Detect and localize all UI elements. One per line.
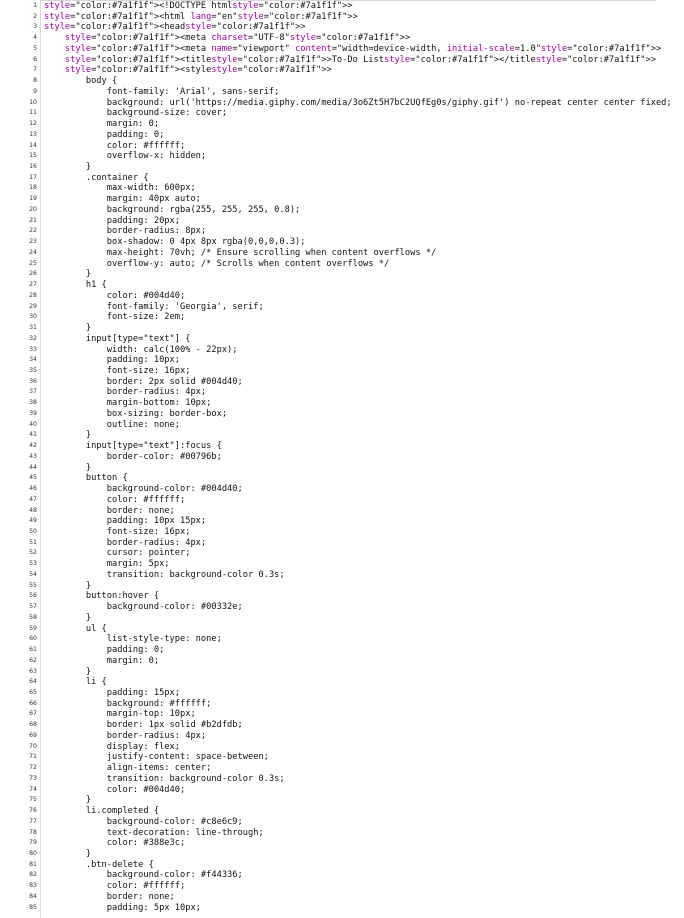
line-number: 27 (29, 281, 37, 289)
code-text: transition: background-color 0.3s; (44, 569, 285, 580)
code-line (0, 709, 684, 720)
line-number: 62 (29, 656, 37, 664)
code-line (0, 699, 684, 710)
code-line (0, 280, 684, 291)
line-number: 79 (29, 839, 37, 847)
line-number: 13 (29, 130, 37, 138)
line-number: 41 (29, 431, 37, 439)
line-number: 72 (29, 764, 37, 772)
code-line (0, 12, 684, 23)
code-line (0, 495, 684, 506)
line-number: 34 (29, 356, 37, 364)
line-number: 6 (33, 55, 37, 63)
line-number: 45 (29, 474, 37, 482)
code-line (0, 398, 684, 409)
code-line (0, 838, 684, 849)
line-number: 66 (29, 699, 37, 707)
code-line (0, 430, 684, 441)
line-number: 85 (29, 903, 37, 911)
code-line (0, 141, 684, 152)
line-number: 37 (29, 388, 37, 396)
line-number: 56 (29, 592, 37, 600)
code-text: background-color: #004d40; (44, 484, 243, 495)
line-number: 77 (29, 817, 37, 825)
line-number: 75 (29, 796, 37, 804)
code-line (0, 108, 684, 119)
code-text: align-items: center; (44, 763, 212, 774)
line-number: 28 (29, 291, 37, 299)
code-text: margin-top: 10px; (44, 709, 196, 720)
code-text: } (44, 795, 92, 806)
code-text: color: #ffffff; (44, 494, 186, 505)
code-line (0, 785, 684, 796)
line-number: 67 (29, 710, 37, 718)
code-text: li { (44, 677, 107, 688)
code-lines (0, 1, 684, 913)
code-line (0, 656, 684, 667)
line-number: 65 (29, 689, 37, 696)
code-text: color: #ffffff; (44, 140, 186, 151)
code-line (0, 452, 684, 463)
code-text: border-radius: 4px; (44, 387, 207, 398)
code-text: padding: 5px 10px; (44, 902, 201, 913)
code-line (0, 248, 684, 259)
code-text: justify-content: space-between; (44, 752, 269, 763)
code-text: max-width: 600px; (44, 183, 196, 194)
code-text: list-style-type: none; (44, 634, 222, 645)
line-number: 23 (29, 238, 37, 246)
code-text: } (44, 612, 92, 623)
code-line (0, 720, 684, 731)
code-line (0, 463, 684, 474)
code-line (0, 752, 684, 763)
code-text: transition: background-color 0.3s; (44, 773, 285, 784)
code-text: box-shadow: 0 4px 8px rgba(0,0,0,0.3); (44, 237, 306, 248)
code-line (0, 119, 684, 130)
code-line (0, 302, 684, 313)
code-line (0, 667, 684, 678)
code-line (0, 795, 684, 806)
line-number: 1 (33, 2, 37, 9)
line-number: 8 (33, 77, 37, 85)
code-line (0, 226, 684, 237)
code-text: overflow-y: auto; /* Scrolls when content overflows */ (44, 258, 390, 269)
line-number: 38 (29, 399, 37, 407)
code-text: padding: 0; (44, 129, 165, 140)
code-text: style="color:#7a1f1f"><stylestyle="color:#7a1f1f">> (64, 65, 332, 76)
code-text: background-size: cover; (44, 108, 228, 119)
line-number: 2 (33, 12, 37, 20)
code-text: border-radius: 8px; (44, 226, 207, 237)
line-number: 51 (29, 538, 37, 546)
line-number: 82 (29, 871, 37, 879)
code-text: } (44, 666, 92, 677)
code-text: margin: 5px; (44, 559, 170, 570)
line-number: 52 (29, 549, 37, 557)
line-number: 20 (29, 205, 37, 213)
code-line (0, 645, 684, 656)
code-text: border-radius: 4px; (44, 730, 207, 741)
line-number: 44 (29, 463, 37, 471)
line-number: 53 (29, 560, 37, 568)
code-text: overflow-x: hidden; (44, 151, 207, 162)
code-text: ul { (44, 623, 107, 634)
line-number: 74 (29, 785, 37, 793)
code-line (0, 484, 684, 495)
code-line (0, 162, 684, 173)
line-number: 11 (29, 109, 37, 117)
line-number: 30 (29, 313, 37, 321)
code-text: padding: 10px 15px; (44, 516, 207, 527)
code-text: font-size: 2em; (44, 312, 186, 323)
line-number: 21 (29, 216, 37, 224)
code-text: border-radius: 4px; (44, 537, 207, 548)
code-line (0, 581, 684, 592)
code-text: width: calc(100% - 22px); (44, 344, 238, 355)
code-text: background-color: #00332e; (44, 602, 243, 613)
line-number: 61 (29, 646, 37, 654)
code-text: } (44, 430, 92, 441)
line-number: 39 (29, 409, 37, 417)
line-number: 7 (33, 66, 37, 74)
code-line (0, 130, 684, 141)
code-line (0, 870, 684, 881)
line-number: 25 (29, 259, 37, 267)
line-number: 3 (33, 23, 37, 31)
code-line (0, 420, 684, 431)
code-text: li.completed { (44, 806, 160, 817)
line-number: 54 (29, 570, 37, 578)
line-number: 58 (29, 613, 37, 621)
code-line (0, 194, 684, 205)
code-line (0, 76, 684, 87)
code-text: color: #004d40; (44, 290, 186, 301)
code-line (0, 591, 684, 602)
code-text: style="color:#7a1f1f"><titlestyle="color:#7a1f1f">>To-Do Liststyle="color:#7a1f1f"></titlestyle="color:#7a1f1f">> (64, 54, 656, 65)
line-number: 81 (29, 860, 37, 868)
code-line (0, 828, 684, 839)
code-text: margin: 40px auto; (44, 194, 201, 205)
code-text: .btn-delete { (44, 859, 154, 870)
code-line (0, 624, 684, 635)
line-number: 26 (29, 270, 37, 278)
code-line (0, 817, 684, 828)
line-number: 12 (29, 120, 37, 128)
code-text: font-size: 16px; (44, 365, 191, 376)
code-line (0, 183, 684, 194)
line-number: 14 (29, 141, 37, 149)
code-line (0, 742, 684, 753)
line-number: 35 (29, 366, 37, 374)
code-text: .container { (44, 172, 149, 183)
code-text: } (44, 849, 92, 860)
code-line (0, 1, 684, 12)
code-line (0, 334, 684, 345)
code-text: color: #004d40; (44, 784, 186, 795)
line-number: 55 (29, 581, 37, 589)
code-line (0, 22, 684, 33)
code-text: } (44, 323, 92, 334)
code-text: style="color:#7a1f1f"><html lang="en"style="color:#7a1f1f">> (44, 11, 358, 22)
code-line (0, 559, 684, 570)
code-line (0, 688, 684, 699)
line-number: 50 (29, 527, 37, 535)
code-text: padding: 10px; (44, 355, 180, 366)
code-line (0, 87, 684, 98)
code-line (0, 527, 684, 538)
line-number: 31 (29, 324, 37, 332)
code-line (0, 774, 684, 785)
code-line (0, 892, 684, 903)
code-line (0, 806, 684, 817)
line-number: 78 (29, 828, 37, 836)
line-number: 60 (29, 635, 37, 643)
code-text: display: flex; (44, 741, 180, 752)
code-text: background: rgba(255, 255, 255, 0.8); (44, 204, 301, 215)
code-line (0, 506, 684, 517)
code-text: } (44, 462, 92, 473)
line-number: 46 (29, 485, 37, 493)
line-number: 76 (29, 807, 37, 815)
code-line (0, 259, 684, 270)
code-text: body { (44, 76, 118, 87)
line-number: 33 (29, 345, 37, 353)
code-text: } (44, 269, 92, 280)
code-text: background-color: #c8e6c9; (44, 816, 243, 827)
code-text: font-family: 'Arial', sans-serif; (44, 86, 280, 97)
code-line (0, 473, 684, 484)
line-number: 9 (33, 87, 37, 95)
code-text: style="color:#7a1f1f"><headstyle="color:#7a1f1f">> (44, 22, 306, 33)
code-text: margin: 0; (44, 119, 160, 130)
line-number: 63 (29, 667, 37, 675)
code-line (0, 355, 684, 366)
line-number: 69 (29, 731, 37, 739)
code-text: box-sizing: border-box; (44, 408, 228, 419)
line-number: 80 (29, 850, 37, 858)
code-line (0, 387, 684, 398)
code-text: background: url('https://media.giphy.com/media/3o6Zt5H7bC2UQfEg0s/giphy.gif') no-repeat center center fixed; (44, 97, 672, 108)
code-text: button:hover { (44, 591, 160, 602)
code-text: border: 1px solid #b2dfdb; (44, 720, 243, 731)
line-number: 48 (29, 506, 37, 514)
code-line (0, 55, 684, 66)
code-text: style="color:#7a1f1f"><meta charset="UTF-8"style="color:#7a1f1f">> (64, 33, 411, 44)
code-text: border: none; (44, 891, 175, 902)
code-text: border-color: #00796b; (44, 451, 222, 462)
code-line (0, 237, 684, 248)
code-line (0, 763, 684, 774)
code-line (0, 548, 684, 559)
code-line (0, 903, 684, 914)
code-line (0, 613, 684, 624)
line-number: 59 (29, 624, 37, 632)
line-number: 22 (29, 227, 37, 235)
code-line (0, 345, 684, 356)
code-text: border: none; (44, 505, 175, 516)
line-number: 4 (33, 34, 37, 42)
line-number: 36 (29, 377, 37, 385)
code-text: border: 2px solid #004d40; (44, 376, 243, 387)
code-line (0, 570, 684, 581)
line-number: 49 (29, 517, 37, 525)
code-line (0, 538, 684, 549)
line-number: 71 (29, 753, 37, 761)
code-text: input[type="text"] { (44, 333, 191, 344)
line-number: 84 (29, 892, 37, 900)
line-number: 42 (29, 442, 37, 450)
code-text: color: #388e3c; (44, 838, 186, 849)
line-number: 68 (29, 721, 37, 729)
code-line (0, 33, 684, 44)
code-text: max-height: 70vh; /* Ensure scrolling when content overflows */ (44, 247, 437, 258)
code-text: button { (44, 473, 128, 484)
code-text: cursor: pointer; (44, 548, 191, 559)
code-text: font-family: 'Georgia', serif; (44, 301, 264, 312)
code-line (0, 44, 684, 55)
code-text: h1 { (44, 280, 107, 291)
code-line (0, 65, 684, 76)
code-text: margin-bottom: 10px; (44, 398, 212, 409)
code-line (0, 441, 684, 452)
code-line (0, 731, 684, 742)
code-line (0, 849, 684, 860)
code-text: color: #ffffff; (44, 881, 186, 892)
code-text: outline: none; (44, 419, 180, 430)
line-number: 5 (33, 44, 37, 52)
code-text: font-size: 16px; (44, 526, 191, 537)
code-line (0, 312, 684, 323)
line-number: 18 (29, 184, 37, 192)
code-line (0, 269, 684, 280)
line-number: 47 (29, 495, 37, 503)
code-text: padding: 0; (44, 645, 165, 656)
line-number: 16 (29, 163, 37, 171)
line-number: 19 (29, 195, 37, 203)
code-text: text-decoration: line-through; (44, 827, 264, 838)
code-line (0, 860, 684, 871)
code-line (0, 881, 684, 892)
code-line (0, 677, 684, 688)
line-number: 15 (29, 152, 37, 160)
code-line (0, 98, 684, 109)
code-line (0, 151, 684, 162)
code-text: } (44, 162, 92, 173)
code-text: } (44, 580, 92, 591)
code-line (0, 291, 684, 302)
code-line (0, 602, 684, 613)
line-number: 32 (29, 334, 37, 342)
code-text: style="color:#7a1f1f"><meta name="viewport" content="width=device-width, initial-scale=1.0"style="color:#7a1f1f">> (64, 43, 662, 54)
line-number: 29 (29, 302, 37, 310)
line-number: 70 (29, 742, 37, 750)
line-number: 83 (29, 882, 37, 890)
code-text: margin: 0; (44, 655, 160, 666)
code-line (0, 216, 684, 227)
code-text: input[type="text"]:focus { (44, 441, 222, 452)
line-number: 64 (29, 678, 37, 686)
code-text: background: #ffffff; (44, 698, 212, 709)
line-number: 17 (29, 173, 37, 181)
code-line (0, 516, 684, 527)
line-number: 57 (29, 603, 37, 611)
code-line (0, 323, 684, 334)
code-line (0, 634, 684, 645)
code-text: background-color: #f44336; (44, 870, 243, 881)
code-line (0, 409, 684, 420)
code-line (0, 366, 684, 377)
code-line (0, 173, 684, 184)
line-number: 24 (29, 248, 37, 256)
code-text: padding: 20px; (44, 215, 180, 226)
code-line (0, 205, 684, 216)
code-text: style="color:#7a1f1f"><!DOCTYPE htmlstyle="color:#7a1f1f">> (44, 1, 353, 11)
line-number: 73 (29, 774, 37, 782)
line-number: 10 (29, 98, 37, 106)
line-number: 43 (29, 452, 37, 460)
code-text: padding: 15px; (44, 688, 180, 698)
code-line (0, 377, 684, 388)
line-number: 40 (29, 420, 37, 428)
